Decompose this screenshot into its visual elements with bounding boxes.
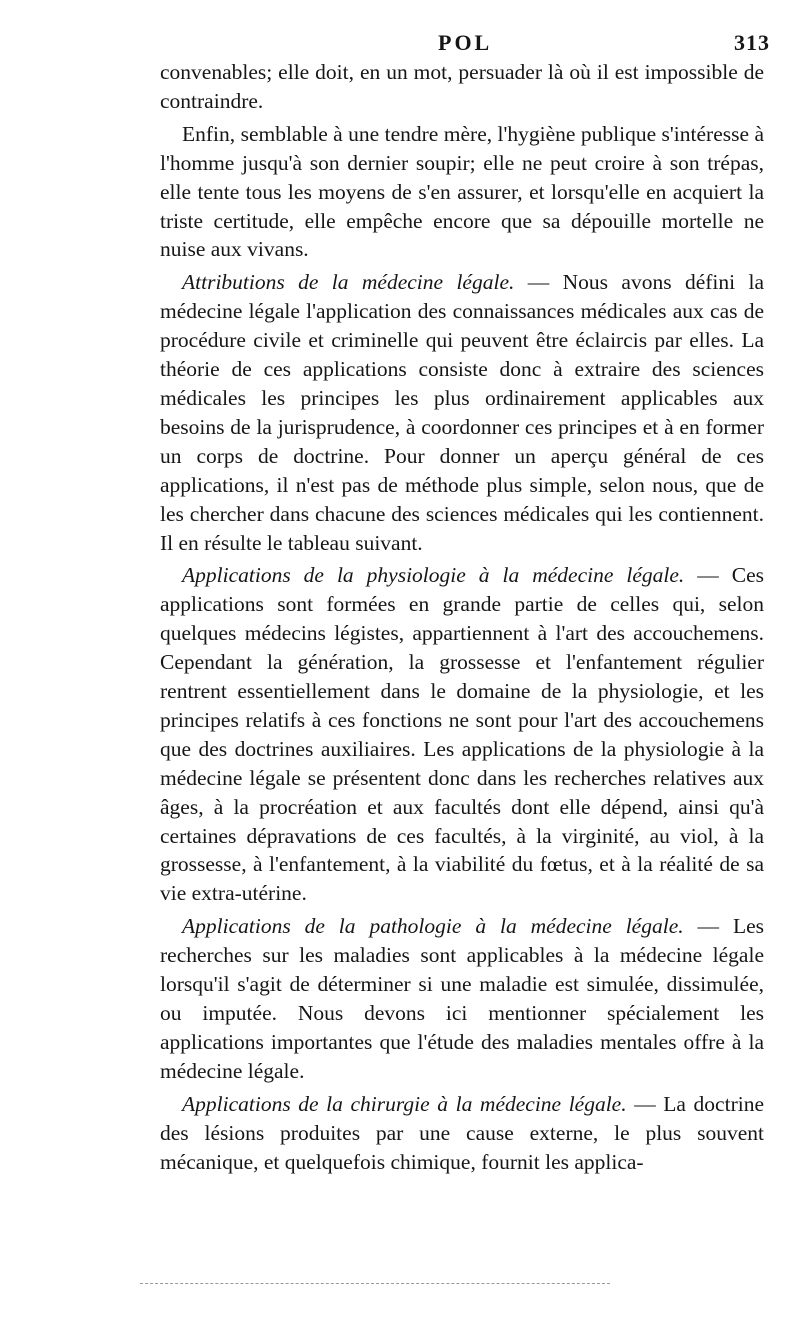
running-head <box>160 30 770 60</box>
paragraph-chirurgie <box>160 1090 764 1177</box>
running-title: POL <box>438 30 493 55</box>
paragraph-text: convenables; elle doit, en un mot, persuader là où il est impossible de contraindre. <box>160 60 764 113</box>
section-heading: Applications de la pathologie à la médecine légale. <box>182 914 684 939</box>
section-heading: Applications de la chirurgie à la médecine légale. <box>182 1091 627 1116</box>
section-heading: Attributions de la médecine légale. <box>182 270 515 295</box>
section-heading: Applications de la physiologie à la médecine légale. <box>182 563 685 588</box>
page-number: 313 <box>734 30 770 55</box>
paragraph-text: — Ces applications sont formées en grande partie de celles qui, selon quelques médecins légistes, appartiennent à l'art des accouchemens. Cependant la génération, la grossesse et l'enfantement régulier rentrent essentiellement dans le domaine de la physiologie, et les principes relatifs à ces fonctions ne sont pour l'art des accouchemens que des doctrines auxiliaires. Les applications de la physiologie à la médecine légale se présentent donc dans les recherches relatives aux âges, à la procréation et aux facultés dont elle dépend, ainsi qu'à certaines dépravations de ces facultés, à la virginité, au viol, à la grossesse, à l'enfantement, à la viabilité du fœtus, et à la réalité de sa vie extra-utérine. <box>160 563 764 906</box>
paragraph-text: — Nous avons défini la médecine légale l'application des connaissances médicales aux cas de procédure civile et criminelle qui peuvent être éclaircis par elles. La théorie de ces applications consiste donc à extraire des sciences médicales les principes les plus ordinairement applicables aux besoins de la jurisprudence, à coordonner ces principes et à en former un corps de doctrine. Pour donner un aperçu général de ces applications, il n'est pas de méthode plus simple, selon nous, que de les chercher dans chacune des sciences médicales qui les contiennent. Il en résulte le tableau suivant. <box>160 270 765 555</box>
paragraph-attributions <box>160 268 764 557</box>
paragraph-pathologie <box>160 912 764 1085</box>
paragraph-text: Enfin, semblable à une tendre mère, l'hygiène publique s'intéresse à l'homme jusqu'à son dernier soupir; elle ne peut croire à son trépas, elle tente tous les moyens de s'en assurer, et lorsqu'elle en acquiert la triste certitude, elle empêche encore que sa dépouille mortelle ne nuise aux vivans. <box>160 121 764 262</box>
paragraph-text: — Les recherches sur les maladies sont applicables à la médecine légale lorsqu'il s'agit de déterminer si une maladie est simulée, dissimulée, ou imputée. Nous devons ici mentionner spécialement les applications importantes que l'étude des maladies mentales offre à la médecine légale. <box>160 914 764 1083</box>
paragraph-continuation <box>160 58 764 116</box>
paragraph-hygiene <box>160 120 764 265</box>
paragraph-text: — La doctrine des lésions produites par une cause externe, le plus souvent mécanique, et quelquefois chimique, fournit les applica- <box>160 1091 764 1174</box>
footer-rule <box>140 1283 610 1284</box>
paragraph-physiologie <box>160 561 764 908</box>
body-text <box>160 58 764 1180</box>
